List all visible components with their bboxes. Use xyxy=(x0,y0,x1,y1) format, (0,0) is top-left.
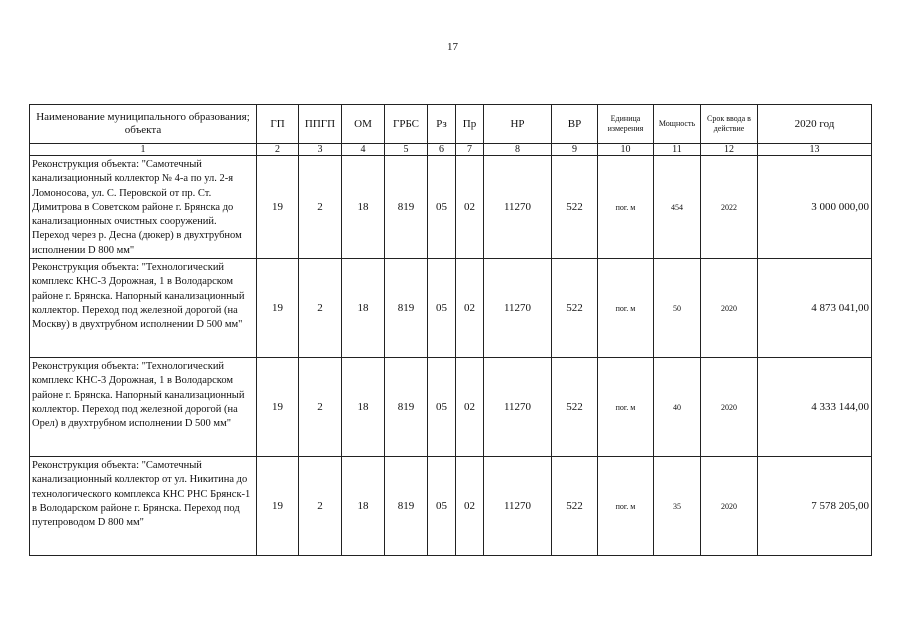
object-name: Реконструкция объекта: "Технологический комплекс КНС-3 Дорожная, 1 в Володарском районе г. Брянска. Напорный канализационный коллектор. Переход под железной дорогой (на Орел) в двухтрубном исполнении D 500 мм" xyxy=(30,358,257,457)
object-name: Реконструкция объекта: "Самотечный канализационный коллектор № 4-а по ул. 2-я Ломоносова, ул. С. Перовской от пр. Ст. Димитрова в Советском районе г. Брянска до канализационных очистных сооружений. Переход через р. Десна (дюкер) в двухтрубном исполнении D 800 мм" xyxy=(30,156,257,259)
cell-rz: 05 xyxy=(428,259,456,358)
header-gp: ГП xyxy=(257,105,299,144)
cell-gp: 19 xyxy=(257,358,299,457)
header-row xyxy=(30,105,872,144)
page-number: 17 xyxy=(447,41,458,53)
cell-om: 18 xyxy=(342,259,385,358)
table-row xyxy=(30,358,872,457)
table-row xyxy=(30,457,872,556)
cell-commission: 2020 xyxy=(701,358,758,457)
header-rz: Рз xyxy=(428,105,456,144)
cell-grbs: 819 xyxy=(385,259,428,358)
header-unit: Единица измерения xyxy=(598,105,654,144)
column-number: 9 xyxy=(552,144,598,156)
cell-ppgp: 2 xyxy=(299,457,342,556)
cell-om: 18 xyxy=(342,156,385,259)
cell-amount: 4 333 144,00 xyxy=(758,358,872,457)
object-name: Реконструкция объекта: "Технологический комплекс КНС-3 Дорожная, 1 в Володарском районе г. Брянска. Напорный канализационный коллектор. Переход под железной дорогой (на Москву) в двухтрубном исполнении D 500 мм" xyxy=(30,259,257,358)
column-number: 10 xyxy=(598,144,654,156)
cell-grbs: 819 xyxy=(385,358,428,457)
cell-grbs: 819 xyxy=(385,457,428,556)
header-pr: Пр xyxy=(456,105,484,144)
column-number: 2 xyxy=(257,144,299,156)
cell-nr: 11270 xyxy=(484,156,552,259)
cell-commission: 2020 xyxy=(701,259,758,358)
column-number: 5 xyxy=(385,144,428,156)
cell-commission: 2020 xyxy=(701,457,758,556)
column-number: 6 xyxy=(428,144,456,156)
header-year: 2020 год xyxy=(758,105,872,144)
header-grbs: ГРБС xyxy=(385,105,428,144)
cell-commission: 2022 xyxy=(701,156,758,259)
header-om: ОМ xyxy=(342,105,385,144)
cell-unit: пог. м xyxy=(598,259,654,358)
column-number: 1 xyxy=(30,144,257,156)
cell-amount: 7 578 205,00 xyxy=(758,457,872,556)
column-number: 3 xyxy=(299,144,342,156)
cell-pr: 02 xyxy=(456,259,484,358)
cell-nr: 11270 xyxy=(484,259,552,358)
cell-ppgp: 2 xyxy=(299,259,342,358)
cell-gp: 19 xyxy=(257,457,299,556)
header-ppgp: ППГП xyxy=(299,105,342,144)
cell-ppgp: 2 xyxy=(299,358,342,457)
cell-pr: 02 xyxy=(456,358,484,457)
object-name: Реконструкция объекта: "Самотечный канализационный коллектор от ул. Никитина до технологического комплекса КНС РНС Брянск-1 в Володарском районе г. Брянска. Переход под путепроводом D 800 мм" xyxy=(30,457,257,556)
table-row xyxy=(30,259,872,358)
cell-vr: 522 xyxy=(552,259,598,358)
cell-om: 18 xyxy=(342,358,385,457)
budget-table xyxy=(29,104,872,556)
cell-amount: 3 000 000,00 xyxy=(758,156,872,259)
column-number: 4 xyxy=(342,144,385,156)
cell-capacity: 454 xyxy=(654,156,701,259)
cell-vr: 522 xyxy=(552,457,598,556)
cell-rz: 05 xyxy=(428,156,456,259)
cell-capacity: 40 xyxy=(654,358,701,457)
cell-gp: 19 xyxy=(257,156,299,259)
header-capacity: Мощность xyxy=(654,105,701,144)
header-vr: ВР xyxy=(552,105,598,144)
header-name: Наименование муниципального образования; объекта xyxy=(30,105,257,144)
column-number: 11 xyxy=(654,144,701,156)
header-nr: НР xyxy=(484,105,552,144)
cell-amount: 4 873 041,00 xyxy=(758,259,872,358)
cell-grbs: 819 xyxy=(385,156,428,259)
column-number: 12 xyxy=(701,144,758,156)
cell-capacity: 50 xyxy=(654,259,701,358)
cell-vr: 522 xyxy=(552,156,598,259)
column-number: 8 xyxy=(484,144,552,156)
cell-pr: 02 xyxy=(456,457,484,556)
table-row xyxy=(30,156,872,259)
cell-vr: 522 xyxy=(552,358,598,457)
cell-capacity: 35 xyxy=(654,457,701,556)
cell-ppgp: 2 xyxy=(299,156,342,259)
cell-pr: 02 xyxy=(456,156,484,259)
cell-om: 18 xyxy=(342,457,385,556)
cell-gp: 19 xyxy=(257,259,299,358)
column-number-row xyxy=(30,144,872,156)
column-number: 7 xyxy=(456,144,484,156)
cell-unit: пог. м xyxy=(598,358,654,457)
column-number: 13 xyxy=(758,144,872,156)
cell-rz: 05 xyxy=(428,457,456,556)
cell-nr: 11270 xyxy=(484,358,552,457)
cell-nr: 11270 xyxy=(484,457,552,556)
cell-unit: пог. м xyxy=(598,457,654,556)
cell-unit: пог. м xyxy=(598,156,654,259)
header-commission: Срок ввода в действие xyxy=(701,105,758,144)
cell-rz: 05 xyxy=(428,358,456,457)
